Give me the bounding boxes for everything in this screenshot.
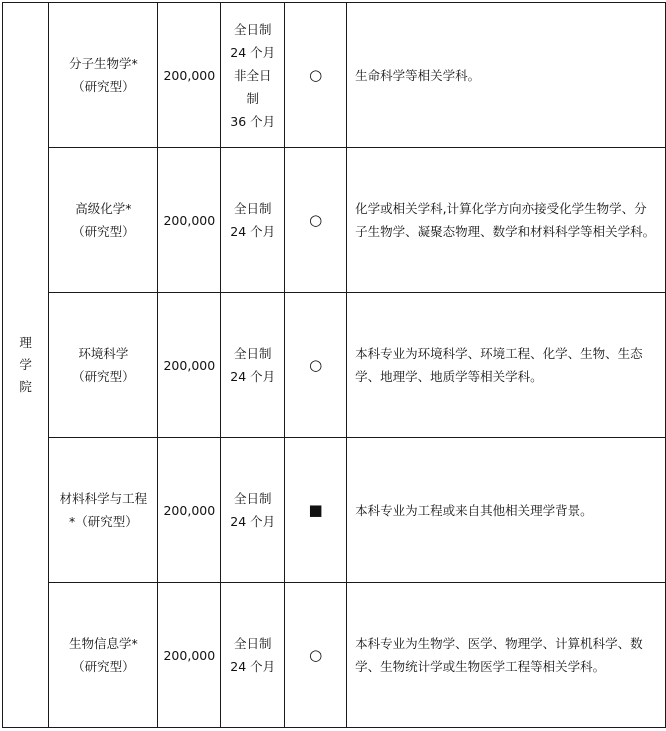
mark-cell [285,148,347,293]
school-cell [3,3,49,728]
mark-cell [285,438,347,583]
duration-line: 24 个月 [230,224,276,239]
program-name-cell [49,3,158,148]
program-type: （研究型） [72,79,135,94]
square-mark-icon: ■ [308,500,323,519]
requirement-cell: 本科专业为环境科学、环境工程、化学、生物、生态学、地理学、地质学等相关学科。 [347,293,666,438]
circle-mark-icon: ○ [309,210,323,229]
program-name-cell [49,293,158,438]
circle-mark-icon: ○ [309,65,323,84]
requirement-cell: 生命科学等相关学科。 [347,3,666,148]
program-table [2,2,666,728]
requirement-cell: 化学或相关学科,计算化学方向亦接受化学生物学、分子生物学、凝聚态物理、数学和材料科学等相关学科。 [347,148,666,293]
duration-line: 24 个月 [230,659,276,674]
duration-line: 全日制 [233,346,272,361]
table-row [3,148,666,293]
mark-cell [285,3,347,148]
program-type: （研究型） [72,369,135,384]
duration-line: 36 个月 [230,113,276,129]
program-type: （研究型） [72,224,135,239]
duration-line: 24 个月 [230,369,276,384]
duration-line: 全日制 [233,201,272,216]
table-row [3,583,666,728]
tuition-cell: 200,000 [158,3,221,148]
tuition-cell: 200,000 [158,293,221,438]
program-name: 高级化学* [75,201,132,216]
duration-cell [221,148,285,293]
duration-line: 24 个月 [230,44,276,60]
program-type: （研究型） [72,659,135,674]
tuition-cell: 200,000 [158,583,221,728]
program-name-cell [49,148,158,293]
duration-line: 全日制 [233,636,272,651]
requirement-cell: 本科专业为工程或来自其他相关理学背景。 [347,438,666,583]
school-name: 理学院 [19,335,32,394]
tuition-cell: 200,000 [158,438,221,583]
table-row [3,438,666,583]
duration-line: 制 [246,90,259,106]
requirement-cell: 本科专业为生物学、医学、物理学、计算机科学、数学、生物统计学或生物医学工程等相关学科。 [347,583,666,728]
table-row [3,3,666,148]
mark-cell [285,293,347,438]
program-type: *（研究型） [68,514,138,529]
program-name-cell [49,583,158,728]
program-name-cell [49,438,158,583]
program-name: 分子生物学* [68,56,138,71]
table-row [3,293,666,438]
duration-line: 全日制 [233,491,272,506]
duration-line: 非全日 [233,67,272,83]
duration-line: 24 个月 [230,514,276,529]
program-name: 材料科学与工程 [59,491,148,506]
duration-cell [221,583,285,728]
duration-cell [221,438,285,583]
duration-cell [221,293,285,438]
program-name: 环境科学 [78,346,129,361]
mark-cell [285,583,347,728]
circle-mark-icon: ○ [309,645,323,664]
duration-cell [221,3,285,148]
tuition-cell: 200,000 [158,148,221,293]
program-name: 生物信息学* [68,636,138,651]
circle-mark-icon: ○ [309,355,323,374]
duration-line: 全日制 [233,21,272,37]
